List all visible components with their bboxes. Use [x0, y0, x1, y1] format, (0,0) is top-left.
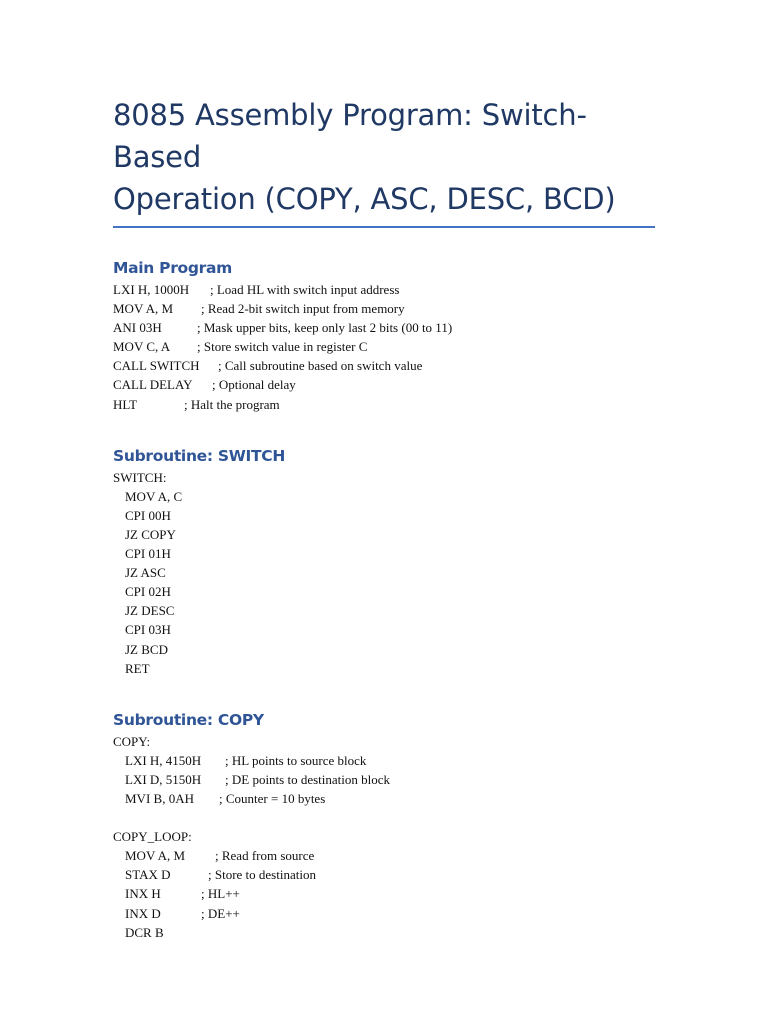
code-line: MOV A, M ; Read from source — [125, 848, 315, 864]
code-line: CALL DELAY ; Optional delay — [113, 377, 296, 393]
code-line: HLT ; Halt the program — [113, 396, 280, 412]
heading-subroutine-switch: Subroutine: SWITCH — [113, 446, 286, 465]
code-line: JZ COPY — [125, 526, 176, 542]
code-line: JZ BCD — [125, 641, 168, 657]
code-line: MOV A, C — [125, 488, 183, 504]
code-line: MOV C, A ; Store switch value in register C — [113, 339, 368, 355]
heading-main-program: Main Program — [113, 259, 233, 277]
blank-line — [113, 808, 658, 827]
title-line-1: 8085 Assembly Program: Switch-Based — [113, 98, 587, 174]
code-line: CALL SWITCH ; Call subroutine based on switch value — [113, 358, 423, 374]
code-line: MOV A, M ; Read 2-bit switch input from memory — [113, 301, 405, 317]
title-line-2: Operation (COPY, ASC, DESC, BCD) — [113, 182, 616, 216]
code-line: LXI H, 1000H ; Load HL with switch input address — [113, 282, 400, 297]
heading-subroutine-copy: Subroutine: COPY — [113, 710, 264, 729]
code-line: DCR B — [125, 924, 164, 940]
code-line: LXI H, 4150H ; HL points to source block — [125, 752, 367, 768]
document-title — [113, 94, 658, 220]
code-line: CPI 03H — [125, 622, 171, 638]
copy-subroutine-code — [113, 732, 658, 942]
code-line: CPI 00H — [125, 507, 171, 523]
code-line: RET — [125, 660, 150, 676]
code-label: SWITCH: — [113, 469, 167, 485]
code-line: ANI 03H ; Mask upper bits, keep only last 2 bits (00 to 11) — [113, 320, 453, 336]
code-label: COPY: — [113, 733, 151, 749]
code-line: STAX D ; Store to destination — [125, 867, 316, 883]
code-line: INX H ; HL++ — [125, 886, 240, 902]
code-line: JZ DESC — [125, 603, 175, 619]
code-line: MVI B, 0AH ; Counter = 10 bytes — [125, 790, 326, 806]
code-line: LXI D, 5150H ; DE points to destination block — [125, 771, 391, 787]
code-line: CPI 02H — [125, 584, 171, 600]
main-program-code — [113, 280, 658, 414]
code-label: COPY_LOOP: — [113, 829, 192, 845]
document-page — [113, 94, 658, 942]
switch-subroutine-code — [113, 468, 658, 678]
code-line: JZ ASC — [125, 565, 166, 581]
code-line: CPI 01H — [125, 546, 171, 562]
code-line: INX D ; DE++ — [125, 905, 240, 921]
